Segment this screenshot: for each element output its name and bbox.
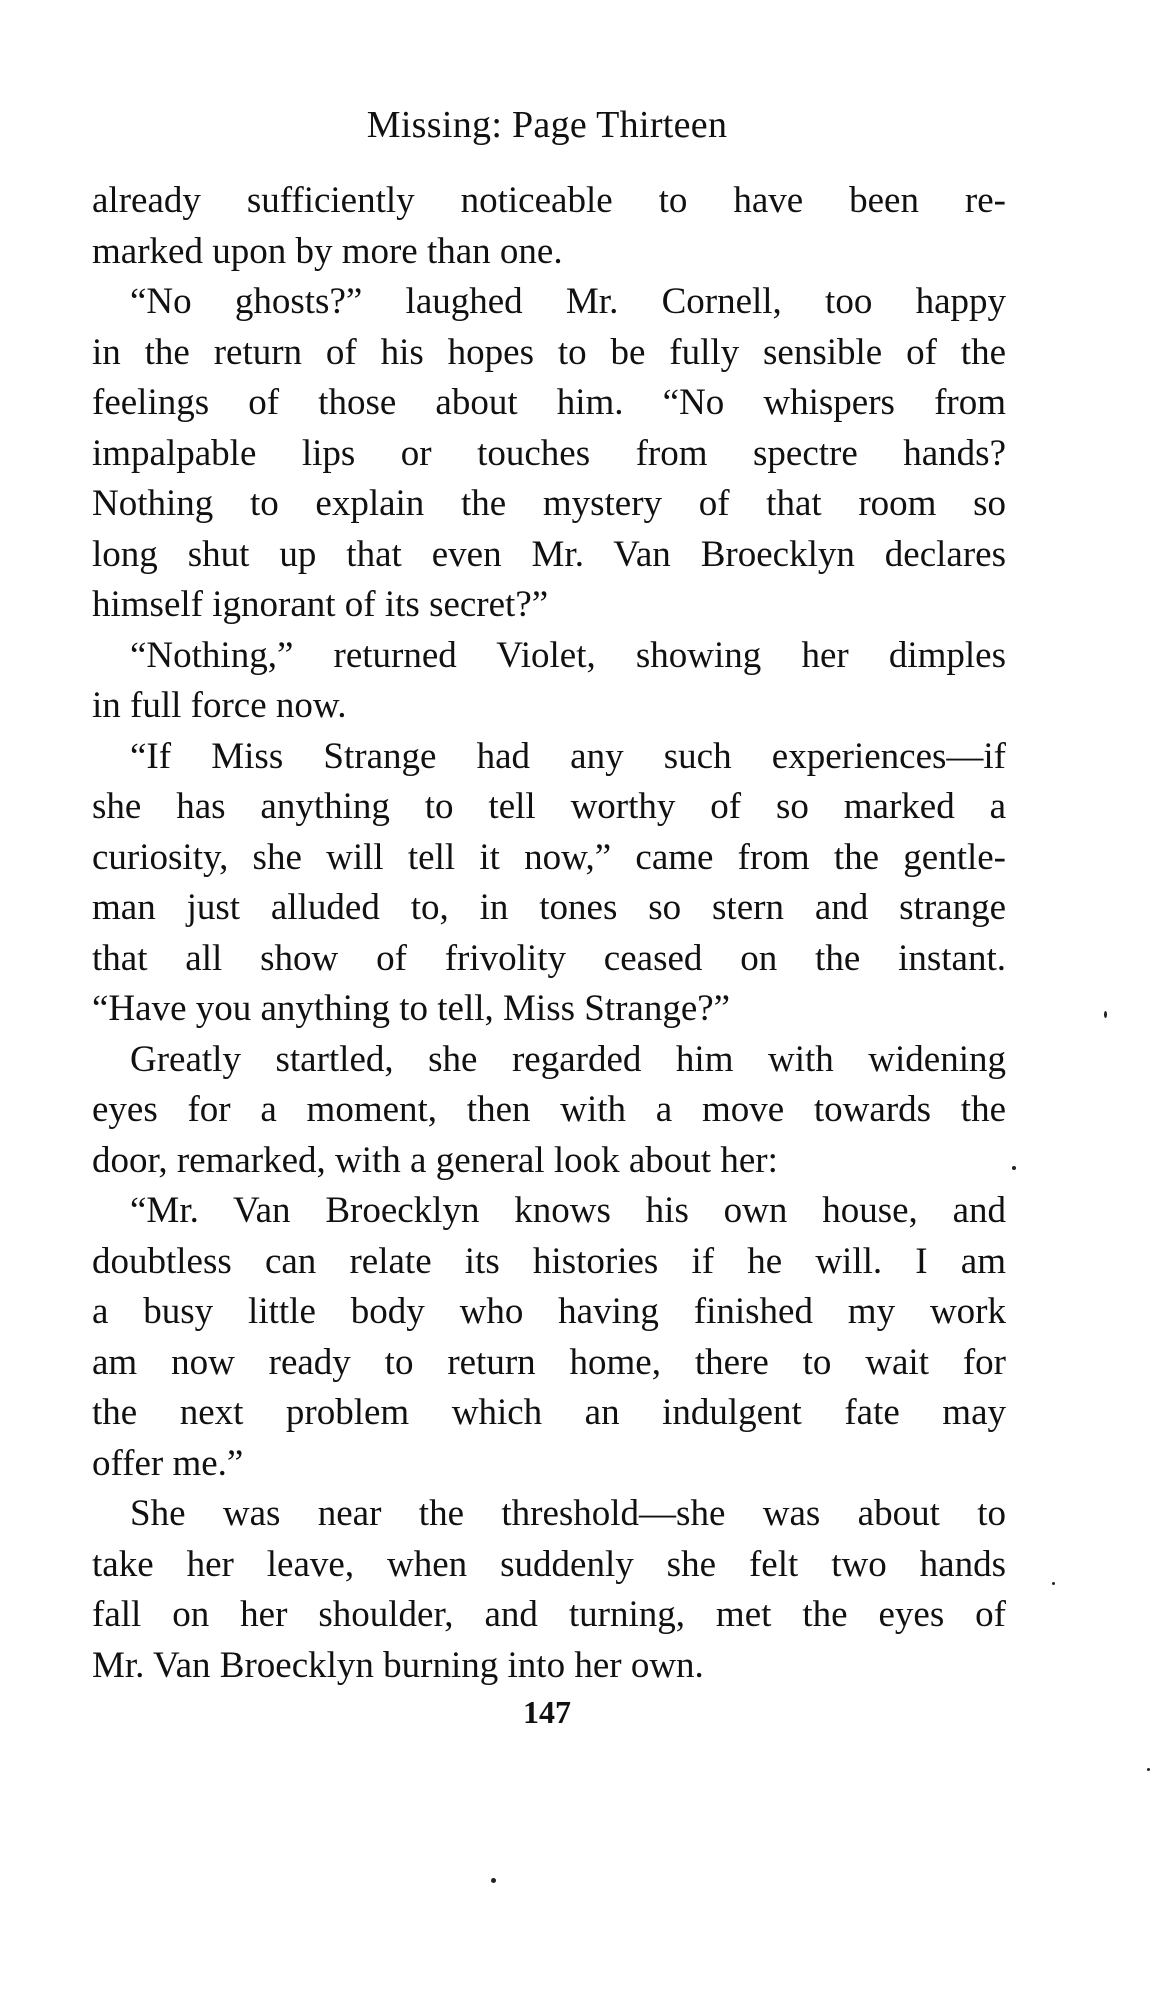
text-line: already sufficiently noticeable to have been re- [92, 180, 1006, 221]
text-line: a busy little body who having finished my work [92, 1291, 1006, 1332]
text-line: in the return of his hopes to be fully sensible of the [92, 331, 1006, 373]
text-line: “If Miss Strange had any such experiences—if [130, 735, 1006, 777]
text-line: feelings of those about him. “No whispers from [92, 382, 1006, 423]
running-head: Missing: Page Thirteen [366, 104, 728, 146]
text-line: “Nothing,” returned Violet, showing her dimples [130, 634, 1006, 676]
text-line: eyes for a moment, then with a move towards the [92, 1089, 1006, 1130]
text-line: impalpable lips or touches from spectre hands? [92, 432, 1006, 474]
text-line: “Have you anything to tell, Miss Strange?” [92, 988, 731, 1029]
text-line: door, remarked, with a general look about her: [92, 1139, 778, 1181]
text-line: offer me.” [92, 1442, 244, 1484]
print-speck [491, 1878, 496, 1883]
page-number: 147 [523, 1694, 571, 1730]
text-line: She was near the threshold—she was about to [130, 1493, 1006, 1534]
text-line: man just alluded to, in tones so stern and strange [92, 887, 1006, 928]
print-speck [1104, 1011, 1107, 1018]
print-speck [1147, 1768, 1150, 1771]
text-line: in full force now. [92, 685, 347, 726]
print-speck [1012, 1166, 1016, 1170]
body-text [92, 176, 1006, 1691]
text-line: that all show of frivolity ceased on the instant. [92, 937, 1006, 979]
print-speck [1052, 1582, 1055, 1585]
text-line: fall on her shoulder, and turning, met the eyes of [92, 1594, 1006, 1635]
text-line: she has anything to tell worthy of so marked a [92, 786, 1006, 827]
text-line: himself ignorant of its secret?” [92, 584, 549, 625]
text-line: Nothing to explain the mystery of that room so [92, 483, 1006, 524]
text-line: “No ghosts?” laughed Mr. Cornell, too happy [130, 281, 1006, 322]
text-line: curiosity, she will tell it now,” came from the gentle- [92, 836, 1006, 878]
text-line: take her leave, when suddenly she felt two hands [92, 1543, 1006, 1585]
text-line: Greatly startled, she regarded him with widening [130, 1038, 1006, 1080]
text-line: doubtless can relate its histories if he will. I am [92, 1240, 1006, 1282]
text-line: the next problem which an indulgent fate may [92, 1392, 1006, 1433]
text-line: “Mr. Van Broecklyn knows his own house, and [130, 1190, 1006, 1231]
text-line: long shut up that even Mr. Van Broecklyn declares [92, 533, 1006, 575]
text-line: am now ready to return home, there to wait for [92, 1341, 1006, 1383]
text-line: marked upon by more than one. [92, 230, 563, 272]
text-line: Mr. Van Broecklyn burning into her own. [92, 1644, 704, 1686]
